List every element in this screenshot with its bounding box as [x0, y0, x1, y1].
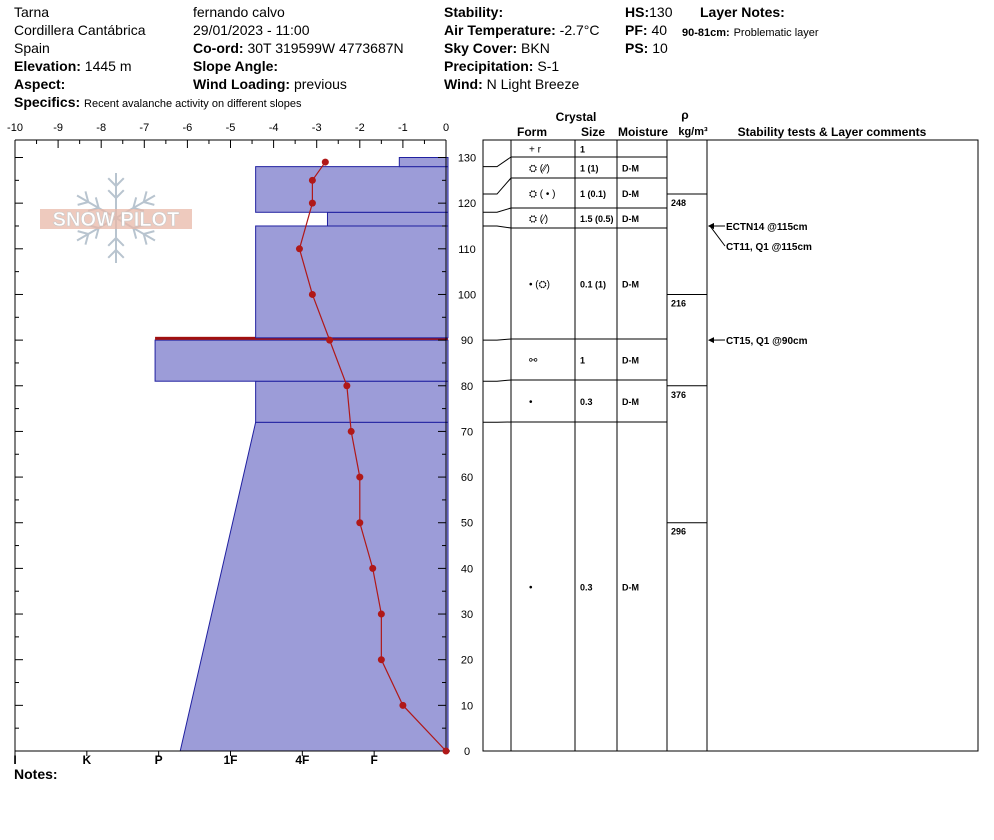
moisture: D-M — [622, 163, 639, 174]
hardness-label: K — [82, 753, 92, 767]
datetime: 29/01/2023 - 11:00 — [193, 22, 310, 38]
logo-text: SNOW PILOT — [52, 209, 180, 231]
crystal-size: 0.1 (1) — [580, 279, 607, 290]
height-tick-label: 20 — [460, 654, 474, 667]
hardness-label: I — [13, 753, 17, 767]
moisture: D-M — [622, 214, 639, 224]
size-header: Size — [580, 125, 606, 139]
temperature-point — [296, 245, 303, 252]
hardness-layer — [399, 158, 448, 167]
stability-header: Stability tests & Layer comments — [737, 125, 927, 139]
snowflake-branch — [108, 190, 116, 198]
temperature-point — [378, 656, 385, 663]
elevation: Elevation: 1445 m — [14, 58, 132, 74]
density-symbol: ρ — [681, 108, 689, 122]
temperature-tick-label: -2 — [354, 122, 365, 134]
observer: fernando calvo — [193, 4, 285, 20]
crystal-size: 1 (0.1) — [580, 189, 607, 199]
moisture: D-M — [622, 397, 639, 407]
crystal-size: 0.3 — [580, 397, 593, 407]
notes-label: Notes: — [14, 766, 58, 782]
hardness-layer — [180, 422, 448, 751]
pf: PF: 40 — [625, 22, 668, 38]
temperature-point — [309, 291, 316, 298]
temperature-tick-label: -8 — [96, 122, 107, 134]
height-tick-label: 100 — [457, 289, 477, 302]
layer-note: 90-81cm: Problematic layer — [682, 27, 819, 39]
layer-connector — [483, 226, 511, 228]
layer-connector — [483, 178, 511, 194]
snowflake-branch — [116, 238, 124, 246]
layer-connector — [483, 208, 511, 212]
temperature-point — [378, 611, 385, 618]
temperature-tick-label: 0 — [442, 122, 450, 134]
temperature-point — [309, 177, 316, 184]
ps: PS: 10 — [625, 40, 668, 56]
snowflake-branch — [144, 231, 155, 234]
snowflake-branch — [78, 231, 89, 234]
height-tick-label: 40 — [460, 563, 474, 576]
snowflake-branch — [116, 178, 124, 186]
height-tick-label: 10 — [460, 700, 474, 713]
precipitation: Precipitation: S-1 — [444, 58, 560, 74]
height-tick-label: 30 — [460, 609, 474, 622]
height-tick-label: 0 — [463, 746, 471, 758]
crystal-size: 0.3 — [580, 582, 593, 593]
moisture: D-M — [622, 279, 639, 290]
snowflake-branch — [144, 202, 155, 205]
stability-test: CT11, Q1 @115cm — [726, 242, 812, 253]
stability: Stability: — [444, 4, 504, 20]
snowflake-branch — [116, 190, 124, 198]
coordinates: Co-ord: 30T 319599W 4773687N — [193, 40, 404, 56]
crystal-form: ⛭ (⁄) — [529, 214, 549, 225]
height-tick-label: 60 — [460, 472, 474, 485]
wind: Wind: N Light Breeze — [444, 76, 580, 92]
snowpilot-logo — [40, 173, 192, 263]
layer-notes-title: Layer Notes: — [700, 4, 785, 20]
height-tick-label: 130 — [457, 152, 477, 165]
hardness-label: P — [154, 753, 163, 767]
hardness-label: 1F — [223, 753, 238, 767]
crystal-size: 1 (1) — [580, 163, 599, 174]
crystal-form: ⚯ — [529, 355, 538, 367]
form-header: Form — [517, 125, 547, 139]
moisture: D-M — [622, 582, 639, 593]
moisture-header: Moisture — [617, 125, 669, 139]
slope-angle: Slope Angle: — [193, 58, 279, 74]
temperature-point — [348, 428, 355, 435]
temperature-tick-label: -7 — [139, 122, 150, 134]
crystal-header: Crystal — [555, 110, 597, 124]
hardness-label: F — [370, 753, 378, 767]
temperature-tick-label: -1 — [398, 122, 408, 134]
temperature-tick-label: -3 — [311, 122, 322, 134]
height-tick-label: 50 — [460, 517, 474, 530]
density-value: 296 — [671, 526, 687, 537]
hardness-layer — [256, 381, 448, 422]
snowflake-branch — [116, 250, 124, 258]
temperature-point — [309, 200, 316, 207]
temperature-point — [343, 382, 350, 389]
temperature-point — [443, 748, 450, 755]
layer-connector — [483, 339, 511, 340]
layer-connector — [483, 380, 511, 381]
density-unit: kg/m³ — [678, 126, 708, 138]
temperature-point — [399, 702, 406, 709]
air-temperature: Air Temperature: -2.7°C — [444, 22, 600, 38]
temperature-point — [356, 474, 363, 481]
height-tick-label: 70 — [460, 426, 474, 439]
height-tick-label: 120 — [457, 198, 477, 211]
temperature-point — [356, 519, 363, 526]
hardness-layer — [256, 226, 448, 338]
location: Tarna — [14, 4, 50, 20]
crystal-form: • (⛭) — [529, 279, 550, 291]
height-tick-label: 80 — [460, 380, 474, 393]
hardness-layer — [327, 212, 448, 226]
crystal-form: ⛭ ( • ) — [529, 189, 556, 200]
specifics: Specifics: Recent avalanche activity on different slopes — [14, 94, 302, 110]
temperature-point — [369, 565, 376, 572]
density-value: 248 — [671, 198, 687, 209]
hardness-layer — [155, 340, 448, 381]
stability-test: ECTN14 @115cm — [726, 222, 808, 233]
temperature-tick-label: -9 — [53, 122, 63, 134]
stability-test-arrow — [708, 337, 714, 343]
stability-test: CT15, Q1 @90cm — [726, 336, 808, 347]
sky-cover: Sky Cover: BKN — [444, 40, 550, 56]
aspect: Aspect: — [14, 76, 66, 92]
hardness-layer — [256, 167, 448, 213]
temperature-tick-label: -5 — [225, 122, 236, 134]
temperature-tick-label: -6 — [182, 122, 193, 134]
density-value: 216 — [671, 298, 687, 309]
snowflake-branch — [78, 202, 89, 205]
crystal-size: 1 — [580, 355, 586, 366]
crystal-size: 1 — [580, 144, 586, 155]
country: Spain — [14, 40, 50, 56]
density-value: 376 — [671, 389, 687, 400]
layer-connector — [483, 157, 511, 167]
height-tick-label: 110 — [458, 243, 476, 256]
crystal-size: 1.5 (0.5) — [580, 214, 614, 224]
height-tick-label: 90 — [460, 335, 474, 348]
crystal-form: ⛭ (⁄⁄) — [529, 163, 550, 175]
hardness-label: 4F — [295, 753, 310, 767]
snowflake-branch — [108, 178, 116, 186]
moisture: D-M — [622, 355, 639, 366]
stability-test-pointer — [710, 226, 725, 246]
snowflake-branch — [108, 238, 116, 246]
temperature-point — [322, 159, 329, 166]
temperature-tick-label: -10 — [7, 122, 23, 134]
crystal-form: • — [529, 397, 533, 408]
range: Cordillera Cantábrica — [14, 22, 146, 38]
stratigraphy-table — [483, 108, 978, 751]
moisture: D-M — [622, 189, 639, 199]
hs: HS:130 — [625, 4, 673, 20]
crystal-form: + r — [529, 144, 541, 156]
wind-loading: Wind Loading: previous — [193, 76, 347, 92]
temperature-tick-label: -4 — [268, 122, 279, 134]
snowflake-branch — [108, 250, 116, 258]
crystal-form: • — [529, 582, 533, 594]
temperature-point — [326, 337, 333, 344]
